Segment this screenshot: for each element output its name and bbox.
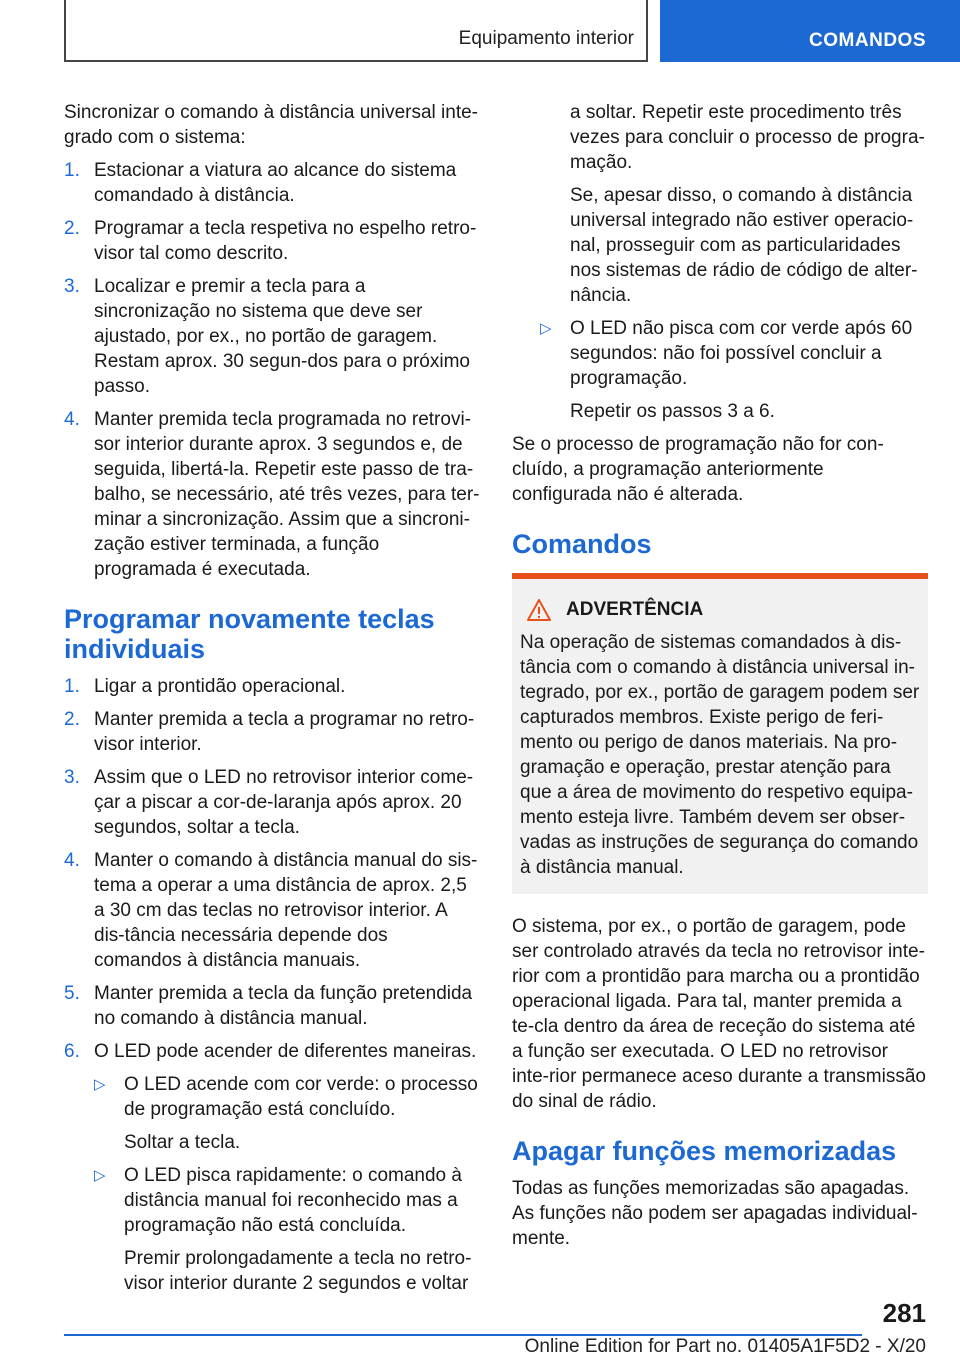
step-text: Localizar e premir a tecla para a sincronização no sistema que deve ser ajustado, por ex., no portão de garagem. Restam aprox. 30 segun-dos para o próximo passo. bbox=[94, 276, 470, 397]
step-text: O LED pode acender de diferentes maneiras. bbox=[94, 1041, 477, 1062]
list-item bbox=[64, 848, 480, 973]
step-text: Manter premida tecla programada no retrovi-sor interior durante aprox. 3 segundos e, de seguida, libertá-la. Repetir este passo de tra-balho, se necessário, até três vezes, para ter-minar a sincronização. Assim que a sincroni-zação estiver terminada, a função programada é executada. bbox=[94, 409, 480, 580]
step-number: 3. bbox=[64, 767, 80, 788]
triangle-bullet-icon: ▷ bbox=[94, 1076, 106, 1093]
step-number: 6. bbox=[64, 1041, 80, 1062]
step-number: 3. bbox=[64, 276, 80, 297]
step-text: Programar a tecla respetiva no espelho retro-visor tal como descrito. bbox=[94, 218, 477, 264]
footer-edition: Online Edition for Part no. 01405A1F5D2 - X/20 bbox=[524, 1336, 926, 1357]
section-heading-commands: Comandos bbox=[512, 529, 652, 559]
sub-item bbox=[512, 316, 928, 391]
delete-paragraph: Todas as funções memorizadas são apagadas. As funções não podem ser apagadas individual-mente. bbox=[512, 1178, 918, 1249]
list-item bbox=[64, 274, 480, 399]
step-number: 4. bbox=[64, 409, 80, 430]
list-item bbox=[64, 981, 480, 1031]
intro-paragraph: Sincronizar o comando à distância universal inte-grado com o sistema: bbox=[64, 102, 478, 148]
step-number: 4. bbox=[64, 850, 80, 871]
operation-paragraph: O sistema, por ex., o portão de garagem, pode ser controlado através da tecla no retrovisor inte-rior com a prontidão para marcha ou a prontidão operacional ligada. Para tal, manter premida a te-cla dentro da área de receção do sistema até a função ser executada. O LED no retrovisor inte-rior permanece aceso durante a transmissão do sinal de rádio. bbox=[512, 916, 926, 1112]
step-number: 2. bbox=[64, 218, 80, 239]
sub-item-text: O LED acende com cor verde: o processo de programação está concluído. bbox=[124, 1074, 478, 1120]
section-heading-delete: Apagar funções memorizadas bbox=[512, 1136, 897, 1166]
list-item bbox=[64, 1039, 480, 1296]
list-item bbox=[64, 407, 480, 582]
step-number: 1. bbox=[64, 160, 80, 181]
sub-item bbox=[94, 1072, 480, 1122]
triangle-bullet-icon: ▷ bbox=[540, 320, 552, 337]
sub-item-note: Soltar a tecla. bbox=[124, 1132, 241, 1153]
result-paragraph: Se o processo de programação não for con-cluído, a programação anteriormente configurada não é alterada. bbox=[512, 434, 884, 505]
left-column bbox=[64, 100, 480, 1304]
list-item bbox=[64, 765, 480, 840]
step-text: Manter premida a tecla a programar no retro-visor interior. bbox=[94, 709, 475, 755]
warning-box bbox=[512, 573, 928, 894]
continued-text: a soltar. Repetir este procedimento três vezes para concluir o processo de progra-mação. bbox=[570, 102, 925, 173]
list-item bbox=[64, 158, 480, 208]
header-section-label: Equipamento interior bbox=[458, 28, 634, 49]
triangle-bullet-icon: ▷ bbox=[94, 1167, 106, 1184]
sync-steps-list bbox=[64, 158, 480, 582]
warning-header bbox=[520, 597, 920, 622]
step-number: 2. bbox=[64, 709, 80, 730]
step-text: Manter o comando à distância manual do sis-tema a operar a uma distância de aprox. 2,5 a 30 cm das teclas no retrovisor interior. A dis-tância necessária depende dos comandos à distância manuais. bbox=[94, 850, 478, 971]
sub-item-note: Premir prolongadamente a tecla no retro-visor interior durante 2 segundos e voltar bbox=[124, 1248, 472, 1294]
reprogram-steps-list bbox=[64, 674, 480, 1296]
header-chapter bbox=[660, 0, 960, 62]
sub-item-text: O LED não pisca com cor verde após 60 segundos: não foi possível concluir a programação. bbox=[570, 318, 913, 389]
header-chapter-label: COMANDOS bbox=[809, 30, 926, 51]
list-item bbox=[64, 707, 480, 757]
list-item bbox=[64, 216, 480, 266]
step-text: Manter premida a tecla da função pretendida no comando à distância manual. bbox=[94, 983, 473, 1029]
warning-title: ADVERTÊNCIA bbox=[566, 599, 704, 620]
warning-text: Na operação de sistemas comandados à dis-tância com o comando à distância universal in-tegrado, por ex., portão de garagem podem ser capturados membros. Existe perigo de feri-mento ou perigo de danos materiais. Na pro-gramação e operação, prestar atenção para que a área de movimento do respetivo equipa-mento esteja livre. Também devem ser obser-vadas as instruções de segurança do comando à distância manual. bbox=[520, 632, 920, 878]
section-heading-reprogram: Programar novamente teclas individuais bbox=[64, 604, 435, 664]
step-text: Estacionar a viatura ao alcance do sistema comandado à distância. bbox=[94, 160, 457, 206]
sub-item bbox=[94, 1163, 480, 1238]
continued-text: Se, apesar disso, o comando à distância universal integrado não estiver operacio-nal, prosseguir com as particularidades nos sistemas de rádio de código de alter-nância. bbox=[570, 185, 918, 306]
warning-triangle-icon bbox=[526, 598, 552, 622]
step-text: Assim que o LED no retrovisor interior come-çar a piscar a cor-de-laranja após aprox. 20 segundos, soltar a tecla. bbox=[94, 767, 474, 838]
page-number: 281 bbox=[882, 1298, 926, 1328]
header-section bbox=[64, 0, 648, 62]
step-number: 1. bbox=[64, 676, 80, 697]
step-text: Ligar a prontidão operacional. bbox=[94, 676, 346, 697]
right-column bbox=[512, 100, 928, 1259]
list-item bbox=[64, 674, 480, 699]
sub-item-note: Repetir os passos 3 a 6. bbox=[570, 401, 775, 422]
step-number: 5. bbox=[64, 983, 80, 1004]
sub-item-text: O LED pisca rapidamente: o comando à distância manual foi reconhecido mas a programação não está concluída. bbox=[124, 1165, 462, 1236]
